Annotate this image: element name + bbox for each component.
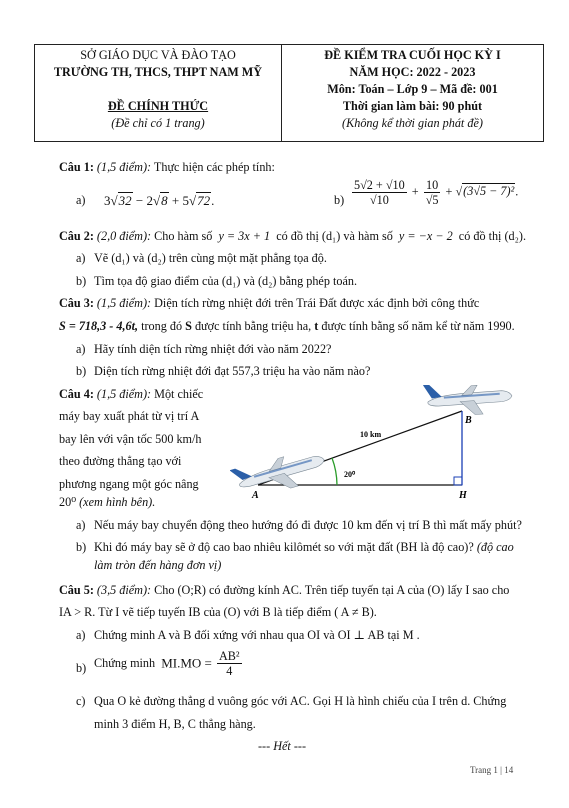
school-name: TRƯỜNG TH, THCS, THPT NAM MỸ <box>53 65 263 79</box>
airplane-icon <box>423 385 513 418</box>
plane-figure <box>230 385 550 510</box>
point-a-label: A <box>252 490 259 501</box>
q5-b-label: b) <box>76 661 87 675</box>
page-count-note: (Đề chỉ có 1 trang) <box>111 116 205 130</box>
exam-title: ĐỀ KIỂM TRA CUỐI HỌC KỲ I <box>324 48 501 62</box>
q5-heading: Câu 5: (3,5 điểm): Cho (O;R) có đường kính AC. Trên tiếp tuyến tại A của (O) lấy I sao cho <box>59 583 510 597</box>
q4-a-label: a) <box>76 518 86 532</box>
department-name: SỞ GIÁO DỤC VÀ ĐÀO TẠO <box>80 48 236 62</box>
time-limit: Thời gian làm bài: 90 phút <box>342 99 483 113</box>
distance-label: 10 km <box>360 430 382 439</box>
official-label: ĐỀ CHÍNH THỨC <box>107 99 209 113</box>
q5-c-text-1: Qua O kẻ đường thẳng d vuông góc với AC. Gọi H là hình chiếu của I trên d. Chứng <box>94 694 507 708</box>
end-mark: --- Hết --- <box>258 739 307 753</box>
q4-b-note: làm tròn đến hàng đơn vị) <box>94 558 222 572</box>
q2-b-text: Tìm tọa độ giao điểm của (d₁) và (d₂) bằng phép toán. <box>94 274 358 288</box>
q4-line-4: theo đường thẳng tạo với <box>59 454 182 468</box>
q3-b-text: Diện tích rừng nhiệt đới đạt 557,3 triệu ha vào năm nào? <box>94 364 371 378</box>
q1-a-expression: 3√32 − 2√8 + 5√72. <box>104 193 215 208</box>
q3-a-label: a) <box>76 342 86 356</box>
angle-arc <box>332 458 337 485</box>
airplane-icon <box>230 444 329 503</box>
q5-line-2: IA > R. Từ I vẽ tiếp tuyến IB của (O) với B là tiếp điểm ( A ≠ B). <box>59 605 377 619</box>
header-left <box>35 45 282 141</box>
q2-b-label: b) <box>76 274 87 288</box>
time-note: (Không kể thời gian phát đề) <box>342 116 483 130</box>
q4-b-label: b) <box>76 540 87 554</box>
angle-label: 20⁰ <box>344 470 356 479</box>
point-h-label: H <box>459 490 467 501</box>
page-footer: Trang 1 | 14 <box>470 765 514 775</box>
q2-a-label: a) <box>76 251 86 265</box>
q1-b-label: b) <box>334 193 345 207</box>
q4-line-5: phương ngang một góc nâng <box>59 477 199 491</box>
header-table <box>34 44 544 142</box>
q4-a-text: Nếu máy bay chuyển động theo hướng đó đi được 10 km đến vị trí B thì mất mấy phút? <box>94 518 522 532</box>
q5-a-text: Chứng minh A và B đối xứng với nhau qua OI và OI ⊥ AB tại M . <box>94 628 420 642</box>
q3-heading: Câu 3: (1,5 điểm): Diện tích rừng nhiệt đới trên Trái Đất được xác định bởi công thức <box>59 296 480 310</box>
q2-heading: Câu 2: (2,0 điểm): Cho hàm số y = 3x + 1 có đồ thị (d₁) và hàm số y = −x − 2 có đồ thị (d₂). <box>59 229 527 243</box>
q4-b-text: Khi đó máy bay sẽ ở độ cao bao nhiêu kilômét so với mặt đất (BH là độ cao)? (độ cao <box>94 540 514 554</box>
q1-heading: Câu 1: (1,5 điểm): Thực hiện các phép tính: <box>59 160 275 174</box>
school-year: NĂM HỌC: 2022 - 2023 <box>349 65 476 79</box>
q5-c-label: c) <box>76 694 86 708</box>
subject-info: Môn: Toán – Lớp 9 – Mã đề: 001 <box>327 82 498 96</box>
q1-b-expression: $\frac{5√2 + √10}{√10}$ + $\frac{10}{√5}$ + √(3√5 − 7)². <box>354 178 519 207</box>
q5-c-text-2: minh 3 điểm H, B, C thẳng hàng. <box>94 717 256 731</box>
q3-a-text: Hãy tính diện tích rừng nhiệt đới vào năm 2022? <box>94 342 332 356</box>
q4-line-6: 20⁰ (xem hình bên). <box>59 495 156 509</box>
header-right <box>282 45 543 141</box>
q4-line-2: máy bay xuất phát từ vị trí A <box>59 409 200 423</box>
q3-b-label: b) <box>76 364 87 378</box>
point-b-label: B <box>465 415 472 426</box>
q2-a-text: Vẽ (d₁) và (d₂) trên cùng một mặt phẳng tọa độ. <box>94 251 327 265</box>
q4-line-3: bay lên với vận tốc 500 km/h <box>59 432 202 446</box>
q3-formula-line: S = 718,3 - 4,6t, trong đó S được tính bằng triệu ha, t được tính bằng số năm kể từ năm 1990. <box>59 319 515 333</box>
q1-a-label: a) <box>76 193 86 207</box>
q5-b-text: Chứng minh MI.MO = $\frac{\text{AB²}}{4}$ <box>94 649 240 678</box>
q4-heading: Câu 4: (1,5 điểm): Một chiếc <box>59 387 204 401</box>
right-angle-mark <box>454 477 462 485</box>
q5-a-label: a) <box>76 628 86 642</box>
